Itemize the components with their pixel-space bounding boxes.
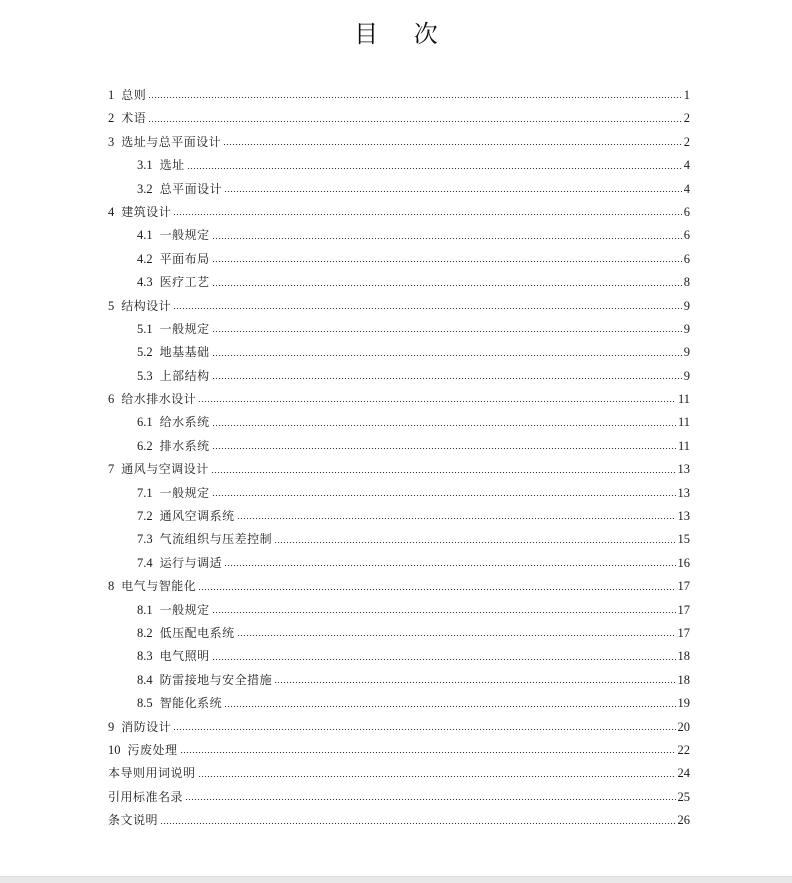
- toc-entry-label: 建筑设计: [121, 204, 172, 219]
- toc-entry-page-number: 6: [683, 204, 690, 219]
- toc-entry[interactable]: [108, 248, 690, 271]
- toc-entry[interactable]: [108, 341, 690, 364]
- toc-entry[interactable]: [108, 178, 690, 201]
- toc-entry-number: 6: [108, 392, 115, 407]
- toc-entry-label: 总则: [121, 88, 147, 102]
- toc-entry-label: 平面布局: [159, 251, 210, 266]
- toc-entry-label: 消防设计: [121, 719, 172, 734]
- toc-entry-page-number: 4: [683, 181, 690, 196]
- page-title: 目 次: [354, 20, 452, 48]
- toc-entry-page-number: 18: [677, 649, 690, 664]
- toc-entry-page-number: 1: [683, 88, 690, 102]
- table-of-contents: [108, 84, 690, 833]
- toc-entry-label: 一般规定: [159, 485, 210, 500]
- toc-entry-number: 3: [108, 134, 115, 149]
- toc-entry-page-number: 13: [677, 509, 690, 524]
- toc-dot-leader: [198, 401, 676, 402]
- toc-dot-leader: [274, 542, 675, 543]
- toc-entry-number: 4: [108, 204, 115, 219]
- toc-entry-page-number: 13: [677, 462, 690, 477]
- toc-entry-label: 给水排水设计: [121, 392, 197, 407]
- toc-entry[interactable]: [108, 435, 690, 458]
- toc-entry-label: 智能化系统: [159, 696, 223, 711]
- toc-entry[interactable]: [108, 692, 690, 715]
- toc-entry[interactable]: [108, 224, 690, 247]
- toc-entry-label: 运行与调适: [159, 555, 223, 570]
- toc-dot-leader: [237, 518, 676, 519]
- toc-entry-page-number: 26: [677, 813, 690, 828]
- toc-dot-leader: [212, 495, 676, 496]
- toc-dot-leader: [212, 261, 682, 262]
- toc-entry-label: 电气与智能化: [121, 579, 197, 594]
- toc-dot-leader: [212, 238, 682, 239]
- toc-entry-label: 防雷接地与安全措施: [159, 672, 273, 687]
- toc-entry-number: 8: [108, 579, 115, 594]
- toc-entry-number: 8.3: [137, 649, 153, 664]
- toc-entry-label: 低压配电系统: [159, 625, 235, 640]
- toc-entry-number: 5: [108, 298, 115, 313]
- toc-entry[interactable]: [108, 365, 690, 388]
- toc-entry-number: 8.1: [137, 602, 153, 617]
- toc-dot-leader: [198, 776, 676, 777]
- toc-dot-leader: [212, 612, 676, 613]
- toc-entry-number: 3.1: [137, 158, 153, 173]
- toc-entry[interactable]: [108, 131, 690, 154]
- toc-entry-number: 3.2: [137, 181, 153, 196]
- toc-dot-leader: [237, 635, 676, 636]
- toc-entry-page-number: 13: [677, 485, 690, 500]
- toc-entry-page-number: 11: [677, 415, 690, 430]
- toc-entry-number: 5.1: [137, 321, 153, 336]
- toc-entry[interactable]: [108, 786, 690, 809]
- toc-entry-page-number: 6: [683, 228, 690, 243]
- toc-entry-label: 术语: [121, 111, 147, 126]
- toc-entry-page-number: 4: [683, 158, 690, 173]
- toc-dot-leader: [160, 823, 675, 824]
- toc-entry-number: 7.1: [137, 485, 153, 500]
- toc-entry-number: 5.3: [137, 368, 153, 383]
- toc-entry-label: 给水系统: [159, 415, 210, 430]
- toc-entry-page-number: 16: [677, 555, 690, 570]
- toc-dot-leader: [224, 191, 682, 192]
- toc-entry-number: 4.1: [137, 228, 153, 243]
- toc-entry-page-number: 20: [677, 719, 690, 734]
- toc-entry[interactable]: [108, 411, 690, 434]
- toc-dot-leader: [212, 331, 682, 332]
- toc-entry-label: 医疗工艺: [159, 275, 210, 290]
- toc-dot-leader: [187, 168, 682, 169]
- toc-entry[interactable]: [108, 809, 690, 832]
- toc-dot-leader: [212, 659, 676, 660]
- toc-dot-leader: [173, 214, 681, 215]
- toc-entry[interactable]: [108, 669, 690, 692]
- toc-entry-page-number: 2: [683, 111, 690, 126]
- toc-entry-label: 通风空调系统: [159, 509, 235, 524]
- toc-entry-page-number: 9: [683, 298, 690, 313]
- toc-entry-label: 选址与总平面设计: [121, 134, 222, 149]
- toc-dot-leader: [223, 144, 681, 145]
- toc-entry-page-number: 17: [677, 579, 690, 594]
- toc-entry-label: 通风与空调设计: [121, 462, 209, 477]
- toc-entry[interactable]: [108, 716, 690, 739]
- toc-dot-leader: [212, 355, 682, 356]
- toc-entry[interactable]: [108, 107, 690, 130]
- toc-entry-label: 地基基础: [159, 345, 210, 360]
- toc-entry[interactable]: [108, 645, 690, 668]
- toc-entry[interactable]: [108, 318, 690, 341]
- toc-entry[interactable]: [108, 388, 690, 411]
- toc-dot-leader: [148, 121, 681, 122]
- toc-entry-number: 4.2: [137, 251, 153, 266]
- toc-entry-label: 一般规定: [159, 321, 210, 336]
- toc-dot-leader: [198, 589, 675, 590]
- toc-entry[interactable]: [108, 762, 690, 785]
- toc-dot-leader: [173, 308, 681, 309]
- toc-entry-page-number: 11: [677, 392, 690, 407]
- toc-entry[interactable]: [108, 201, 690, 224]
- toc-entry[interactable]: [108, 622, 690, 645]
- toc-entry-number: 10: [108, 742, 121, 757]
- toc-entry-page-number: 18: [677, 672, 690, 687]
- toc-entry-number: 1: [108, 88, 115, 102]
- toc-entry[interactable]: [108, 599, 690, 622]
- toc-entry[interactable]: [108, 295, 690, 318]
- toc-entry-label: 本导则用词说明: [108, 766, 196, 781]
- toc-dot-leader: [212, 425, 676, 426]
- toc-entry-number: 2: [108, 111, 115, 126]
- toc-entry-number: 5.2: [137, 345, 153, 360]
- toc-dot-leader: [211, 472, 676, 473]
- toc-entry-number: 9: [108, 719, 115, 734]
- toc-entry-label: 条文说明: [108, 813, 159, 828]
- toc-entry-label: 引用标准名录: [108, 789, 184, 804]
- toc-entry[interactable]: [108, 739, 690, 762]
- toc-entry-page-number: 9: [683, 321, 690, 336]
- toc-entry-number: 8.4: [137, 672, 153, 687]
- toc-entry-number: 7.2: [137, 509, 153, 524]
- toc-entry[interactable]: [108, 482, 690, 505]
- toc-entry[interactable]: [108, 154, 690, 177]
- toc-entry[interactable]: [108, 84, 690, 107]
- toc-entry-label: 污废处理: [127, 742, 178, 757]
- toc-entry-number: 6.2: [137, 438, 153, 453]
- toc-dot-leader: [224, 706, 675, 707]
- toc-dot-leader: [224, 565, 675, 566]
- toc-entry[interactable]: [108, 505, 690, 528]
- toc-entry-page-number: 9: [683, 345, 690, 360]
- toc-dot-leader: [212, 448, 676, 449]
- toc-entry-page-number: 24: [677, 766, 690, 781]
- toc-entry[interactable]: [108, 575, 690, 598]
- toc-entry-number: 7: [108, 462, 115, 477]
- toc-entry[interactable]: [108, 271, 690, 294]
- toc-entry-page-number: 11: [677, 438, 690, 453]
- toc-dot-leader: [185, 799, 675, 800]
- toc-entry-label: 气流组织与压差控制: [159, 532, 273, 547]
- toc-entry-label: 电气照明: [159, 649, 210, 664]
- toc-entry-page-number: 9: [683, 368, 690, 383]
- toc-dot-leader: [212, 285, 682, 286]
- toc-entry-page-number: 19: [677, 696, 690, 711]
- toc-entry-label: 一般规定: [159, 228, 210, 243]
- toc-entry-number: 6.1: [137, 415, 153, 430]
- toc-dot-leader: [148, 97, 681, 98]
- toc-dot-leader: [173, 729, 675, 730]
- toc-entry-page-number: 15: [677, 532, 690, 547]
- viewer-bottom-edge: [0, 876, 792, 883]
- toc-entry[interactable]: [108, 458, 690, 481]
- toc-entry-label: 结构设计: [121, 298, 172, 313]
- toc-dot-leader: [180, 752, 676, 753]
- toc-entry-label: 排水系统: [159, 438, 210, 453]
- toc-entry-page-number: 22: [677, 742, 690, 757]
- toc-entry-page-number: 17: [677, 625, 690, 640]
- toc-entry-page-number: 8: [683, 275, 690, 290]
- toc-entry-label: 上部结构: [159, 368, 210, 383]
- toc-entry-page-number: 2: [683, 134, 690, 149]
- toc-dot-leader: [274, 682, 675, 683]
- toc-entry-label: 一般规定: [159, 602, 210, 617]
- toc-entry-number: 7.4: [137, 555, 153, 570]
- toc-entry-label: 选址: [159, 158, 185, 173]
- toc-entry-number: 4.3: [137, 275, 153, 290]
- toc-dot-leader: [212, 378, 682, 379]
- toc-entry[interactable]: [108, 528, 690, 551]
- toc-entry-number: 7.3: [137, 532, 153, 547]
- toc-entry-page-number: 6: [683, 251, 690, 266]
- toc-entry-page-number: 25: [677, 789, 690, 804]
- toc-entry[interactable]: [108, 552, 690, 575]
- toc-entry-label: 总平面设计: [159, 181, 223, 196]
- toc-entry-number: 8.2: [137, 625, 153, 640]
- toc-entry-number: 8.5: [137, 696, 153, 711]
- toc-entry-page-number: 17: [677, 602, 690, 617]
